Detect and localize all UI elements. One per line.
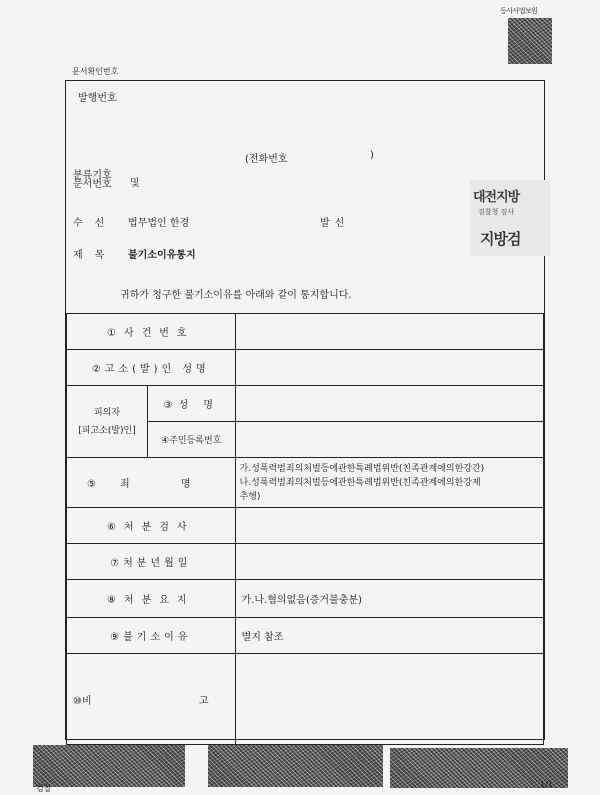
case-no-label: ①사건번호	[67, 314, 236, 350]
charge-label: ⑤죄 명	[67, 458, 236, 508]
seal-text: 검찰청 검사	[478, 208, 515, 216]
charge-value: 가.성폭력범죄의처벌등에관한특례법위반(친족관계에의한강간) 나.성폭력범죄의처벌등에관한특례법위반(친족관계에의한강제 추행)	[235, 458, 543, 508]
reg-no-value	[235, 422, 543, 458]
disposition-value: 가.나.혐의없음(증거불충분)	[235, 580, 543, 618]
disposition-date-label: ⑦처분년월일	[67, 544, 236, 580]
remarks-value	[235, 654, 543, 745]
case-table	[66, 313, 544, 745]
reg-no-label: ④주민등록번호	[148, 422, 236, 458]
sender-label: 발신	[320, 218, 350, 229]
disposition-label: ⑧처분요지	[67, 580, 236, 618]
issue-no-label: 발행번호	[78, 93, 117, 104]
doc-confirm-label: 문서확인번호	[72, 67, 119, 76]
suspect-label: 피의자 [피고소(발)인]	[67, 386, 148, 458]
complainant-value	[235, 350, 543, 386]
remarks-label: ⑩비 고	[67, 654, 236, 745]
prosecutor-label: ⑥처분검사	[67, 508, 236, 544]
reason-value: 별지 참조	[235, 618, 543, 654]
table-row	[67, 314, 544, 350]
table-row	[67, 386, 544, 422]
case-no-value	[235, 314, 543, 350]
table-row	[67, 580, 544, 618]
redacted-block	[33, 745, 185, 787]
table-row	[67, 654, 544, 745]
subject-label: 제목	[73, 250, 117, 261]
name-value	[235, 386, 543, 422]
name-label: ③성 명	[148, 386, 236, 422]
redacted-block	[208, 745, 383, 787]
stamp-label: 등사사법보원	[500, 7, 538, 15]
prosecutor-value	[235, 508, 543, 544]
complainant-label: ②고소(발)인 성명	[67, 350, 236, 386]
redacted-stamp	[508, 18, 552, 64]
class-no-label: 분류기호 문서번호	[73, 170, 112, 190]
footer-page-no: 1/1	[540, 780, 553, 789]
recipient-label: 수신	[73, 218, 117, 229]
seal-text: 지방검	[480, 230, 521, 248]
table-row	[67, 618, 544, 654]
notice-text: 귀하가 청구한 불기소이유를 아래와 같이 통지합니다.	[120, 290, 352, 301]
table-row	[67, 350, 544, 386]
class-and: 및	[130, 178, 140, 189]
table-row	[67, 458, 544, 508]
reason-label: ⑨불기소이유	[67, 618, 236, 654]
disposition-date-value	[235, 544, 543, 580]
phone-close: )	[370, 150, 374, 161]
recipient-value: 법무법인 한경	[128, 218, 190, 229]
seal-text: 대전지방	[473, 190, 520, 205]
table-row	[67, 544, 544, 580]
table-row	[67, 508, 544, 544]
subject-value: 불기소이유통지	[128, 250, 196, 261]
phone-label: (전화번호	[245, 154, 288, 165]
footer-left-text: 검찰	[36, 784, 52, 793]
